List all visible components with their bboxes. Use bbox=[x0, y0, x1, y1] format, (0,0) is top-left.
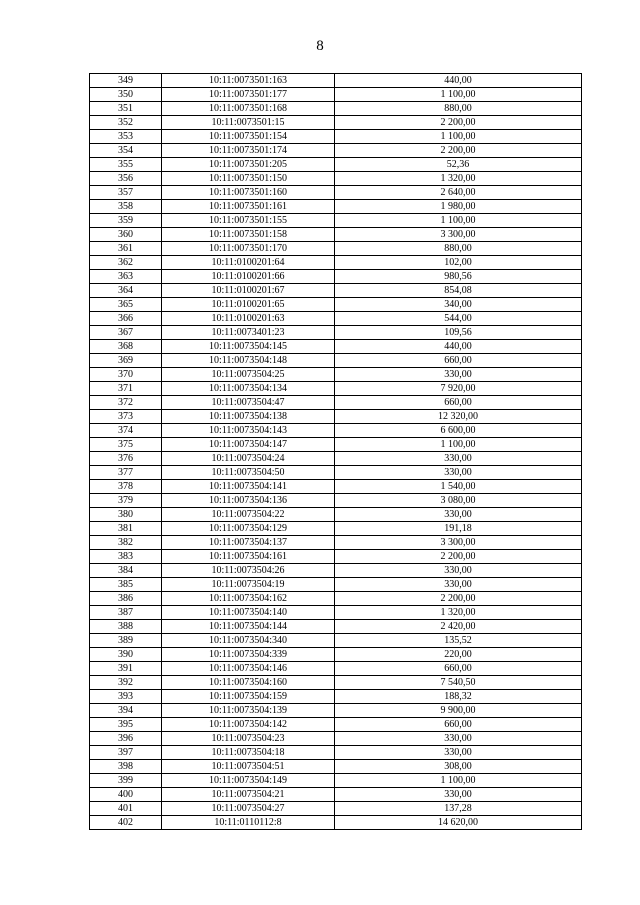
table-row bbox=[90, 466, 582, 480]
table-row bbox=[90, 382, 582, 396]
row-number-cell: 372 bbox=[90, 396, 162, 410]
row-number-cell: 368 bbox=[90, 340, 162, 354]
amount-cell: 3 300,00 bbox=[335, 536, 582, 550]
table-row bbox=[90, 802, 582, 816]
amount-cell: 1 100,00 bbox=[335, 438, 582, 452]
amount-cell: 2 200,00 bbox=[335, 592, 582, 606]
amount-cell: 52,36 bbox=[335, 158, 582, 172]
amount-cell: 660,00 bbox=[335, 718, 582, 732]
row-number-cell: 377 bbox=[90, 466, 162, 480]
amount-cell: 188,32 bbox=[335, 690, 582, 704]
table-row bbox=[90, 690, 582, 704]
amount-cell: 1 320,00 bbox=[335, 172, 582, 186]
cadastral-number-cell: 10:11:0073504:27 bbox=[162, 802, 335, 816]
cadastral-number-cell: 10:11:0073504:340 bbox=[162, 634, 335, 648]
cadastral-number-cell: 10:11:0073504:140 bbox=[162, 606, 335, 620]
amount-cell: 9 900,00 bbox=[335, 704, 582, 718]
cadastral-number-cell: 10:11:0073504:159 bbox=[162, 690, 335, 704]
row-number-cell: 386 bbox=[90, 592, 162, 606]
amount-cell: 1 100,00 bbox=[335, 774, 582, 788]
table-row bbox=[90, 102, 582, 116]
amount-cell: 660,00 bbox=[335, 662, 582, 676]
row-number-cell: 378 bbox=[90, 480, 162, 494]
row-number-cell: 395 bbox=[90, 718, 162, 732]
amount-cell: 2 420,00 bbox=[335, 620, 582, 634]
amount-cell: 102,00 bbox=[335, 256, 582, 270]
amount-cell: 330,00 bbox=[335, 732, 582, 746]
table-row bbox=[90, 200, 582, 214]
amount-cell: 330,00 bbox=[335, 452, 582, 466]
table-body bbox=[90, 74, 582, 830]
cadastral-number-cell: 10:11:0073504:144 bbox=[162, 620, 335, 634]
row-number-cell: 360 bbox=[90, 228, 162, 242]
row-number-cell: 365 bbox=[90, 298, 162, 312]
row-number-cell: 381 bbox=[90, 522, 162, 536]
row-number-cell: 389 bbox=[90, 634, 162, 648]
row-number-cell: 355 bbox=[90, 158, 162, 172]
cadastral-number-cell: 10:11:0073504:142 bbox=[162, 718, 335, 732]
cadastral-number-cell: 10:11:0073501:160 bbox=[162, 186, 335, 200]
amount-cell: 2 640,00 bbox=[335, 186, 582, 200]
amount-cell: 308,00 bbox=[335, 760, 582, 774]
cadastral-number-cell: 10:11:0100201:66 bbox=[162, 270, 335, 284]
cadastral-number-cell: 10:11:0073504:24 bbox=[162, 452, 335, 466]
amount-cell: 330,00 bbox=[335, 746, 582, 760]
cadastral-number-cell: 10:11:0073501:168 bbox=[162, 102, 335, 116]
cadastral-number-cell: 10:11:0073504:160 bbox=[162, 676, 335, 690]
table-row bbox=[90, 284, 582, 298]
cadastral-number-cell: 10:11:0073504:25 bbox=[162, 368, 335, 382]
cadastral-number-cell: 10:11:0073504:149 bbox=[162, 774, 335, 788]
row-number-cell: 384 bbox=[90, 564, 162, 578]
row-number-cell: 349 bbox=[90, 74, 162, 88]
row-number-cell: 376 bbox=[90, 452, 162, 466]
amount-cell: 3 080,00 bbox=[335, 494, 582, 508]
cadastral-number-cell: 10:11:0073504:139 bbox=[162, 704, 335, 718]
cadastral-number-cell: 10:11:0073501:205 bbox=[162, 158, 335, 172]
table-row bbox=[90, 186, 582, 200]
row-number-cell: 385 bbox=[90, 578, 162, 592]
row-number-cell: 362 bbox=[90, 256, 162, 270]
table-row bbox=[90, 648, 582, 662]
table-row bbox=[90, 228, 582, 242]
page-number: 8 bbox=[316, 38, 324, 54]
amount-cell: 544,00 bbox=[335, 312, 582, 326]
table-row bbox=[90, 298, 582, 312]
cadastral-number-cell: 10:11:0100201:65 bbox=[162, 298, 335, 312]
table-row bbox=[90, 396, 582, 410]
table-row bbox=[90, 606, 582, 620]
cadastral-number-cell: 10:11:0073401:23 bbox=[162, 326, 335, 340]
table-row bbox=[90, 172, 582, 186]
amount-cell: 7 920,00 bbox=[335, 382, 582, 396]
cadastral-number-cell: 10:11:0073504:23 bbox=[162, 732, 335, 746]
row-number-cell: 358 bbox=[90, 200, 162, 214]
row-number-cell: 370 bbox=[90, 368, 162, 382]
row-number-cell: 382 bbox=[90, 536, 162, 550]
cadastral-number-cell: 10:11:0073504:137 bbox=[162, 536, 335, 550]
row-number-cell: 375 bbox=[90, 438, 162, 452]
amount-cell: 1 320,00 bbox=[335, 606, 582, 620]
table-row bbox=[90, 158, 582, 172]
row-number-cell: 380 bbox=[90, 508, 162, 522]
table-row bbox=[90, 74, 582, 88]
amount-cell: 14 620,00 bbox=[335, 816, 582, 830]
row-number-cell: 391 bbox=[90, 662, 162, 676]
cadastral-number-cell: 10:11:0073501:177 bbox=[162, 88, 335, 102]
registry-table bbox=[89, 73, 582, 830]
table-row bbox=[90, 354, 582, 368]
table-row bbox=[90, 312, 582, 326]
table-row bbox=[90, 522, 582, 536]
amount-cell: 1 100,00 bbox=[335, 214, 582, 228]
row-number-cell: 369 bbox=[90, 354, 162, 368]
row-number-cell: 373 bbox=[90, 410, 162, 424]
amount-cell: 440,00 bbox=[335, 74, 582, 88]
cadastral-number-cell: 10:11:0073504:148 bbox=[162, 354, 335, 368]
cadastral-number-cell: 10:11:0073504:339 bbox=[162, 648, 335, 662]
table-row bbox=[90, 634, 582, 648]
amount-cell: 330,00 bbox=[335, 466, 582, 480]
cadastral-number-cell: 10:11:0073504:51 bbox=[162, 760, 335, 774]
amount-cell: 1 100,00 bbox=[335, 130, 582, 144]
amount-cell: 1 540,00 bbox=[335, 480, 582, 494]
table-row bbox=[90, 816, 582, 830]
table-row bbox=[90, 746, 582, 760]
table-row bbox=[90, 88, 582, 102]
amount-cell: 660,00 bbox=[335, 396, 582, 410]
row-number-cell: 390 bbox=[90, 648, 162, 662]
row-number-cell: 363 bbox=[90, 270, 162, 284]
cadastral-number-cell: 10:11:0073504:18 bbox=[162, 746, 335, 760]
cadastral-number-cell: 10:11:0073504:134 bbox=[162, 382, 335, 396]
cadastral-number-cell: 10:11:0073504:138 bbox=[162, 410, 335, 424]
row-number-cell: 402 bbox=[90, 816, 162, 830]
cadastral-number-cell: 10:11:0100201:64 bbox=[162, 256, 335, 270]
amount-cell: 660,00 bbox=[335, 354, 582, 368]
cadastral-number-cell: 10:11:0073504:21 bbox=[162, 788, 335, 802]
amount-cell: 1 980,00 bbox=[335, 200, 582, 214]
row-number-cell: 366 bbox=[90, 312, 162, 326]
table-row bbox=[90, 144, 582, 158]
cadastral-number-cell: 10:11:0073501:170 bbox=[162, 242, 335, 256]
amount-cell: 191,18 bbox=[335, 522, 582, 536]
table-row bbox=[90, 256, 582, 270]
row-number-cell: 374 bbox=[90, 424, 162, 438]
amount-cell: 330,00 bbox=[335, 578, 582, 592]
table-row bbox=[90, 480, 582, 494]
row-number-cell: 397 bbox=[90, 746, 162, 760]
row-number-cell: 392 bbox=[90, 676, 162, 690]
amount-cell: 2 200,00 bbox=[335, 116, 582, 130]
row-number-cell: 394 bbox=[90, 704, 162, 718]
cadastral-number-cell: 10:11:0073501:174 bbox=[162, 144, 335, 158]
cadastral-number-cell: 10:11:0073501:150 bbox=[162, 172, 335, 186]
row-number-cell: 361 bbox=[90, 242, 162, 256]
cadastral-number-cell: 10:11:0073504:162 bbox=[162, 592, 335, 606]
cadastral-number-cell: 10:11:0073504:147 bbox=[162, 438, 335, 452]
table-row bbox=[90, 424, 582, 438]
row-number-cell: 352 bbox=[90, 116, 162, 130]
row-number-cell: 354 bbox=[90, 144, 162, 158]
amount-cell: 440,00 bbox=[335, 340, 582, 354]
cadastral-number-cell: 10:11:0073504:136 bbox=[162, 494, 335, 508]
cadastral-number-cell: 10:11:0100201:67 bbox=[162, 284, 335, 298]
table-row bbox=[90, 270, 582, 284]
cadastral-number-cell: 10:11:0073504:47 bbox=[162, 396, 335, 410]
row-number-cell: 393 bbox=[90, 690, 162, 704]
cadastral-number-cell: 10:11:0073501:15 bbox=[162, 116, 335, 130]
table-row bbox=[90, 704, 582, 718]
amount-cell: 135,52 bbox=[335, 634, 582, 648]
amount-cell: 880,00 bbox=[335, 242, 582, 256]
amount-cell: 7 540,50 bbox=[335, 676, 582, 690]
table-row bbox=[90, 368, 582, 382]
table-row bbox=[90, 592, 582, 606]
amount-cell: 1 100,00 bbox=[335, 88, 582, 102]
amount-cell: 137,28 bbox=[335, 802, 582, 816]
table-row bbox=[90, 326, 582, 340]
amount-cell: 330,00 bbox=[335, 564, 582, 578]
cadastral-number-cell: 10:11:0073504:26 bbox=[162, 564, 335, 578]
table-row bbox=[90, 536, 582, 550]
table-row bbox=[90, 242, 582, 256]
amount-cell: 880,00 bbox=[335, 102, 582, 116]
cadastral-number-cell: 10:11:0073501:155 bbox=[162, 214, 335, 228]
table-row bbox=[90, 550, 582, 564]
table-row bbox=[90, 676, 582, 690]
cadastral-number-cell: 10:11:0073501:163 bbox=[162, 74, 335, 88]
table-row bbox=[90, 718, 582, 732]
amount-cell: 980,56 bbox=[335, 270, 582, 284]
amount-cell: 854,08 bbox=[335, 284, 582, 298]
row-number-cell: 353 bbox=[90, 130, 162, 144]
cadastral-number-cell: 10:11:0073504:145 bbox=[162, 340, 335, 354]
row-number-cell: 359 bbox=[90, 214, 162, 228]
table-row bbox=[90, 774, 582, 788]
cadastral-number-cell: 10:11:0073501:161 bbox=[162, 200, 335, 214]
amount-cell: 109,56 bbox=[335, 326, 582, 340]
table-row bbox=[90, 620, 582, 634]
table-row bbox=[90, 214, 582, 228]
cadastral-number-cell: 10:11:0073501:158 bbox=[162, 228, 335, 242]
amount-cell: 6 600,00 bbox=[335, 424, 582, 438]
table-row bbox=[90, 452, 582, 466]
row-number-cell: 364 bbox=[90, 284, 162, 298]
row-number-cell: 383 bbox=[90, 550, 162, 564]
cadastral-number-cell: 10:11:0073504:146 bbox=[162, 662, 335, 676]
cadastral-number-cell: 10:11:0073504:129 bbox=[162, 522, 335, 536]
row-number-cell: 357 bbox=[90, 186, 162, 200]
table-row bbox=[90, 564, 582, 578]
row-number-cell: 399 bbox=[90, 774, 162, 788]
row-number-cell: 356 bbox=[90, 172, 162, 186]
cadastral-number-cell: 10:11:0110112:8 bbox=[162, 816, 335, 830]
cadastral-number-cell: 10:11:0073504:141 bbox=[162, 480, 335, 494]
table-row bbox=[90, 788, 582, 802]
amount-cell: 220,00 bbox=[335, 648, 582, 662]
amount-cell: 330,00 bbox=[335, 508, 582, 522]
table-row bbox=[90, 130, 582, 144]
amount-cell: 3 300,00 bbox=[335, 228, 582, 242]
row-number-cell: 388 bbox=[90, 620, 162, 634]
row-number-cell: 350 bbox=[90, 88, 162, 102]
table-row bbox=[90, 494, 582, 508]
cadastral-number-cell: 10:11:0073504:143 bbox=[162, 424, 335, 438]
cadastral-number-cell: 10:11:0073501:154 bbox=[162, 130, 335, 144]
amount-cell: 330,00 bbox=[335, 788, 582, 802]
table-row bbox=[90, 340, 582, 354]
amount-cell: 2 200,00 bbox=[335, 550, 582, 564]
cadastral-number-cell: 10:11:0100201:63 bbox=[162, 312, 335, 326]
row-number-cell: 351 bbox=[90, 102, 162, 116]
table-row bbox=[90, 732, 582, 746]
row-number-cell: 400 bbox=[90, 788, 162, 802]
row-number-cell: 387 bbox=[90, 606, 162, 620]
row-number-cell: 401 bbox=[90, 802, 162, 816]
table-row bbox=[90, 760, 582, 774]
cadastral-number-cell: 10:11:0073504:161 bbox=[162, 550, 335, 564]
table-row bbox=[90, 508, 582, 522]
table-row bbox=[90, 662, 582, 676]
amount-cell: 2 200,00 bbox=[335, 144, 582, 158]
table-row bbox=[90, 410, 582, 424]
row-number-cell: 371 bbox=[90, 382, 162, 396]
table-row bbox=[90, 116, 582, 130]
table-row bbox=[90, 578, 582, 592]
cadastral-number-cell: 10:11:0073504:19 bbox=[162, 578, 335, 592]
row-number-cell: 379 bbox=[90, 494, 162, 508]
amount-cell: 340,00 bbox=[335, 298, 582, 312]
row-number-cell: 367 bbox=[90, 326, 162, 340]
row-number-cell: 398 bbox=[90, 760, 162, 774]
row-number-cell: 396 bbox=[90, 732, 162, 746]
amount-cell: 330,00 bbox=[335, 368, 582, 382]
cadastral-number-cell: 10:11:0073504:50 bbox=[162, 466, 335, 480]
amount-cell: 12 320,00 bbox=[335, 410, 582, 424]
table-row bbox=[90, 438, 582, 452]
cadastral-number-cell: 10:11:0073504:22 bbox=[162, 508, 335, 522]
